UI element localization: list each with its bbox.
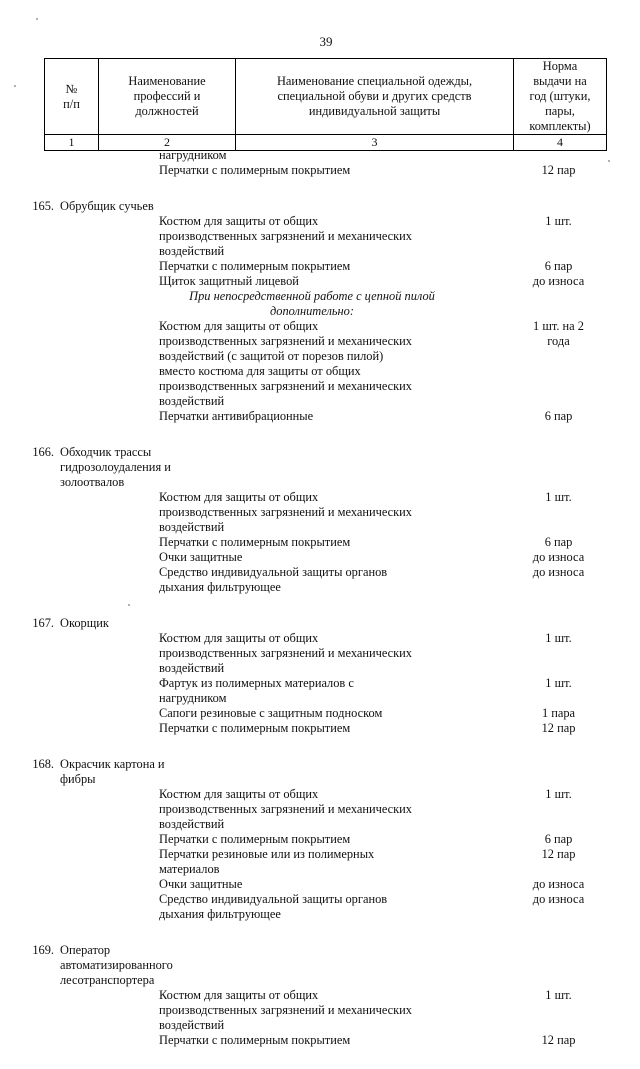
header-profession: Наименование профессий и должностей	[99, 59, 236, 135]
table-row	[0, 757, 640, 922]
issue-norm: 1 шт.	[545, 787, 572, 801]
equipment-item: Сапоги резиновые с защитным подноском	[159, 706, 383, 720]
equipment-item: Очки защитные	[159, 877, 243, 891]
header-number: № п/п	[45, 59, 99, 135]
equipment-item: Перчатки с полимерным покрытием	[159, 832, 351, 846]
issue-norm	[465, 148, 640, 163]
equipment-item: Костюм для защиты от общих производственных загрязнений и механических воздействий	[159, 787, 412, 831]
scan-speck	[608, 160, 610, 162]
equipment-item: Перчатки с полимерным покрытием	[159, 535, 351, 549]
table-row	[0, 943, 640, 1048]
header-norm: Норма выдачи на год (штуки, пары, комплекты)	[514, 59, 607, 135]
scan-speck	[36, 18, 38, 20]
equipment-item: Очки защитные	[159, 550, 243, 564]
issue-norm: 1 шт.	[545, 490, 572, 504]
issue-norm: до износа	[532, 274, 585, 288]
issue-norm: до износа	[532, 892, 585, 906]
issue-norm: 12 пар	[541, 1033, 576, 1047]
issue-norm: 1 шт. на 2 года	[533, 319, 584, 348]
issue-norm: 1 шт.	[545, 988, 572, 1002]
issue-norm: до износа	[532, 550, 585, 564]
issue-norm: до износа	[532, 877, 585, 891]
table-row	[0, 445, 640, 595]
issue-norm: 12 пар	[541, 163, 576, 177]
header-equipment: Наименование специальной одежды, специальной обуви и других средств индивидуальной защиты	[236, 59, 514, 135]
issue-norm: 6 пар	[544, 832, 573, 846]
item-number: 166.	[32, 445, 54, 459]
profession-name: Обрубщик сучьев	[60, 199, 154, 213]
issue-norm: 12 пар	[541, 721, 576, 735]
norm-cell-empty	[465, 289, 640, 319]
header-column-number: 2	[99, 135, 236, 151]
equipment-item: Перчатки с полимерным покрытием	[159, 721, 351, 735]
issue-norm: 1 шт.	[545, 631, 572, 645]
equipment-item: Перчатки с полимерным покрытием	[159, 163, 351, 177]
item-number: 167.	[32, 616, 54, 630]
equipment-item: Костюм для защиты от общих производственных загрязнений и механических воздействий (с защитой от порезов пилой) вместо костюма для защиты от общих производственных загрязнений и механических воздействий	[159, 319, 412, 408]
header-column-number: 3	[236, 135, 514, 151]
table-row	[0, 199, 640, 424]
profession-name: Окорщик	[60, 616, 109, 630]
profession-name: Окрасчик картона и фибры	[60, 757, 165, 786]
issue-norm: 1 шт.	[545, 676, 572, 690]
issue-norm: 6 пар	[544, 409, 573, 423]
page-number: 39	[319, 34, 333, 49]
equipment-item: Костюм для защиты от общих производственных загрязнений и механических воздействий	[159, 988, 412, 1032]
table-row	[0, 616, 640, 736]
issue-norm: 12 пар	[541, 847, 576, 861]
issue-norm: до износа	[532, 565, 585, 579]
issue-norm: 1 пара	[541, 706, 576, 720]
equipment-item: Средство индивидуальной защиты органов дыхания фильтрующее	[159, 892, 388, 921]
equipment-item: Фартук из полимерных материалов с нагрудником	[159, 676, 354, 705]
equipment-item: Щиток защитный лицевой	[159, 274, 299, 288]
equipment-item: Перчатки антивибрационные	[159, 409, 314, 423]
table-body	[0, 148, 640, 1069]
item-number: 169.	[32, 943, 54, 957]
scan-speck	[14, 85, 16, 87]
issue-norm: 6 пар	[544, 259, 573, 273]
equipment-note: При непосредственной работе с цепной пилой дополнительно:	[189, 289, 435, 318]
profession-name: Обходчик трассы гидрозолоудаления и золоотвалов	[60, 445, 171, 489]
scan-speck	[128, 604, 130, 606]
item-number: 165.	[32, 199, 54, 213]
table-header	[44, 58, 607, 151]
issue-norm: 1 шт.	[545, 214, 572, 228]
header-column-number: 4	[514, 135, 607, 151]
equipment-item: Костюм для защиты от общих производственных загрязнений и механических воздействий	[159, 631, 412, 675]
equipment-item: нагрудником	[159, 148, 227, 162]
header-column-number: 1	[45, 135, 99, 151]
item-number: 168.	[32, 757, 54, 771]
profession-name: Оператор автоматизированного лесотранспортера	[60, 943, 173, 987]
equipment-item: Костюм для защиты от общих производственных загрязнений и механических воздействий	[159, 490, 412, 534]
issue-norm: 6 пар	[544, 535, 573, 549]
equipment-item: Перчатки резиновые или из полимерных материалов	[159, 847, 375, 876]
equipment-item: Перчатки с полимерным покрытием	[159, 1033, 351, 1047]
equipment-item: Костюм для защиты от общих производственных загрязнений и механических воздействий	[159, 214, 412, 258]
equipment-item: Перчатки с полимерным покрытием	[159, 259, 351, 273]
equipment-item: Средство индивидуальной защиты органов дыхания фильтрующее	[159, 565, 388, 594]
table-row	[0, 148, 640, 178]
